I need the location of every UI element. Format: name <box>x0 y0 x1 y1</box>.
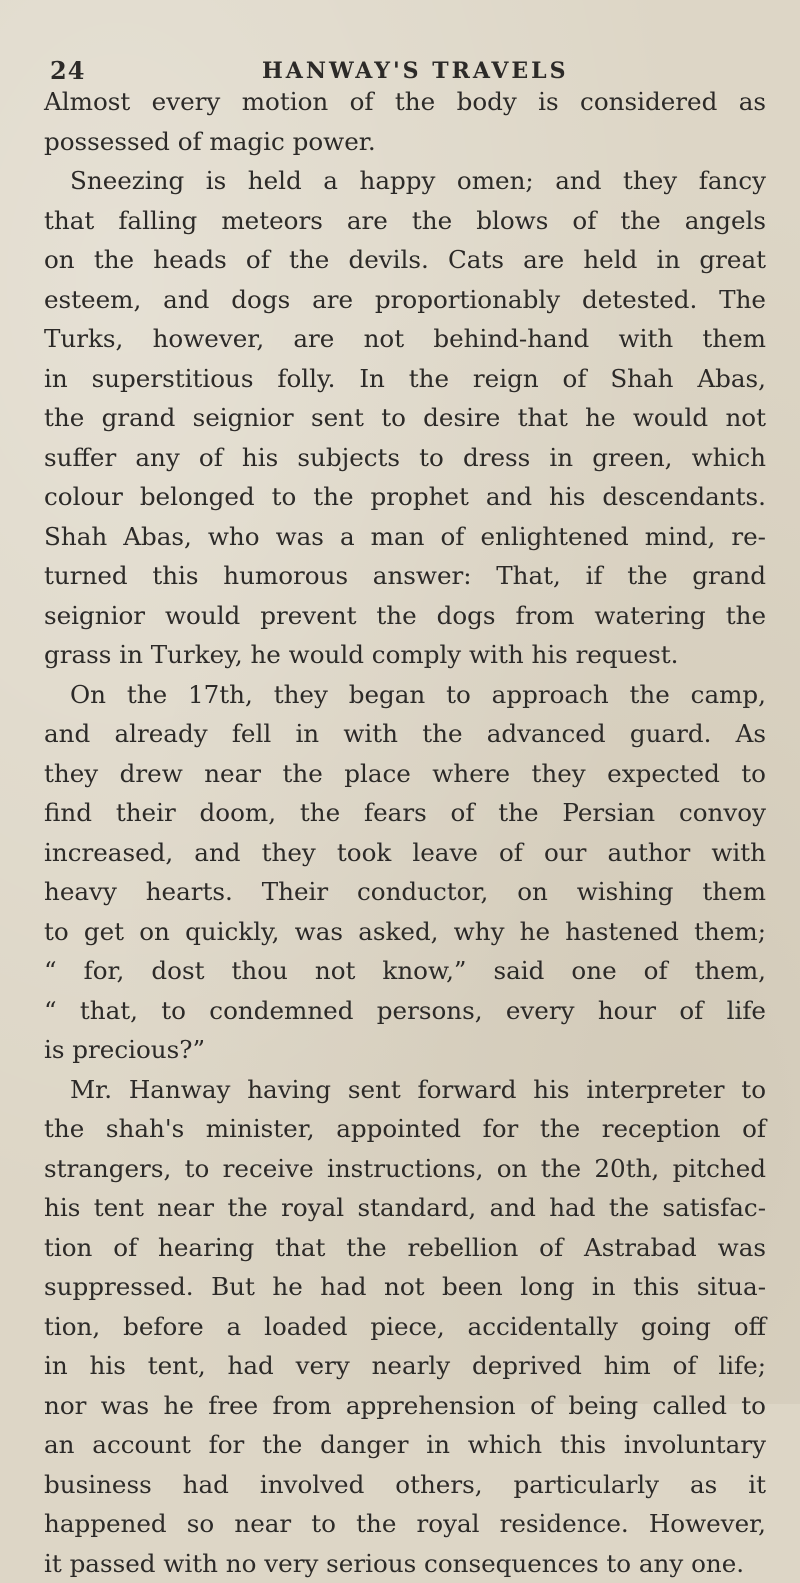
text-line: to get on quickly, was asked, why he hastened them; <box>44 912 766 952</box>
text-line: they drew near the place where they expected to <box>44 754 766 794</box>
text-line: tion of hearing that the rebellion of Astrabad was <box>44 1228 766 1268</box>
text-line: On the 17th, they began to approach the camp, <box>44 675 766 715</box>
text-line: Sneezing is held a happy omen; and they fancy <box>44 161 766 201</box>
text-line: business had involved others, particularly as it <box>44 1465 766 1505</box>
text-line: strangers, to receive instructions, on the 20th, pitched <box>44 1149 766 1189</box>
text-line: in his tent, had very nearly deprived him of life; <box>44 1346 766 1386</box>
text-line: tion, before a loaded piece, accidentally going off <box>44 1307 766 1347</box>
text-line: Almost every motion of the body is considered as <box>44 82 766 122</box>
text-line: nor was he free from apprehension of being called to <box>44 1386 766 1426</box>
text-line: find their doom, the fears of the Persian convoy <box>44 793 766 833</box>
body-text <box>44 82 766 1583</box>
text-line: it passed with no very serious consequences to any one. <box>44 1544 766 1583</box>
text-line: is precious?” <box>44 1030 766 1070</box>
text-line: esteem, and dogs are proportionably detested. The <box>44 280 766 320</box>
text-line: seignior would prevent the dogs from watering the <box>44 596 766 636</box>
text-line: suppressed. But he had not been long in this situa- <box>44 1267 766 1307</box>
page-number: 24 <box>50 56 85 85</box>
text-line: in superstitious folly. In the reign of Shah Abas, <box>44 359 766 399</box>
text-line: grass in Turkey, he would comply with his request. <box>44 635 766 675</box>
text-line: suffer any of his subjects to dress in green, which <box>44 438 766 478</box>
text-line: heavy hearts. Their conductor, on wishing them <box>44 872 766 912</box>
text-line: happened so near to the royal residence. However, <box>44 1504 766 1544</box>
text-line: that falling meteors are the blows of the angels <box>44 201 766 241</box>
text-line: “ that, to condemned persons, every hour of life <box>44 991 766 1031</box>
text-line: turned this humorous answer: That, if the grand <box>44 556 766 596</box>
text-line: the shah's minister, appointed for the reception of <box>44 1109 766 1149</box>
text-line: Turks, however, are not behind-hand with them <box>44 319 766 359</box>
running-title: HANWAY'S TRAVELS <box>262 58 569 84</box>
text-line: his tent near the royal standard, and had the satisfac- <box>44 1188 766 1228</box>
text-line: Mr. Hanway having sent forward his interpreter to <box>44 1070 766 1110</box>
text-line: possessed of magic power. <box>44 122 766 162</box>
text-line: the grand seignior sent to desire that he would not <box>44 398 766 438</box>
text-line: on the heads of the devils. Cats are held in great <box>44 240 766 280</box>
text-line: colour belonged to the prophet and his descendants. <box>44 477 766 517</box>
text-line: Shah Abas, who was a man of enlightened mind, re- <box>44 517 766 557</box>
text-line: increased, and they took leave of our author with <box>44 833 766 873</box>
text-line: and already fell in with the advanced guard. As <box>44 714 766 754</box>
text-line: an account for the danger in which this involuntary <box>44 1425 766 1465</box>
text-line: “ for, dost thou not know,” said one of them, <box>44 951 766 991</box>
